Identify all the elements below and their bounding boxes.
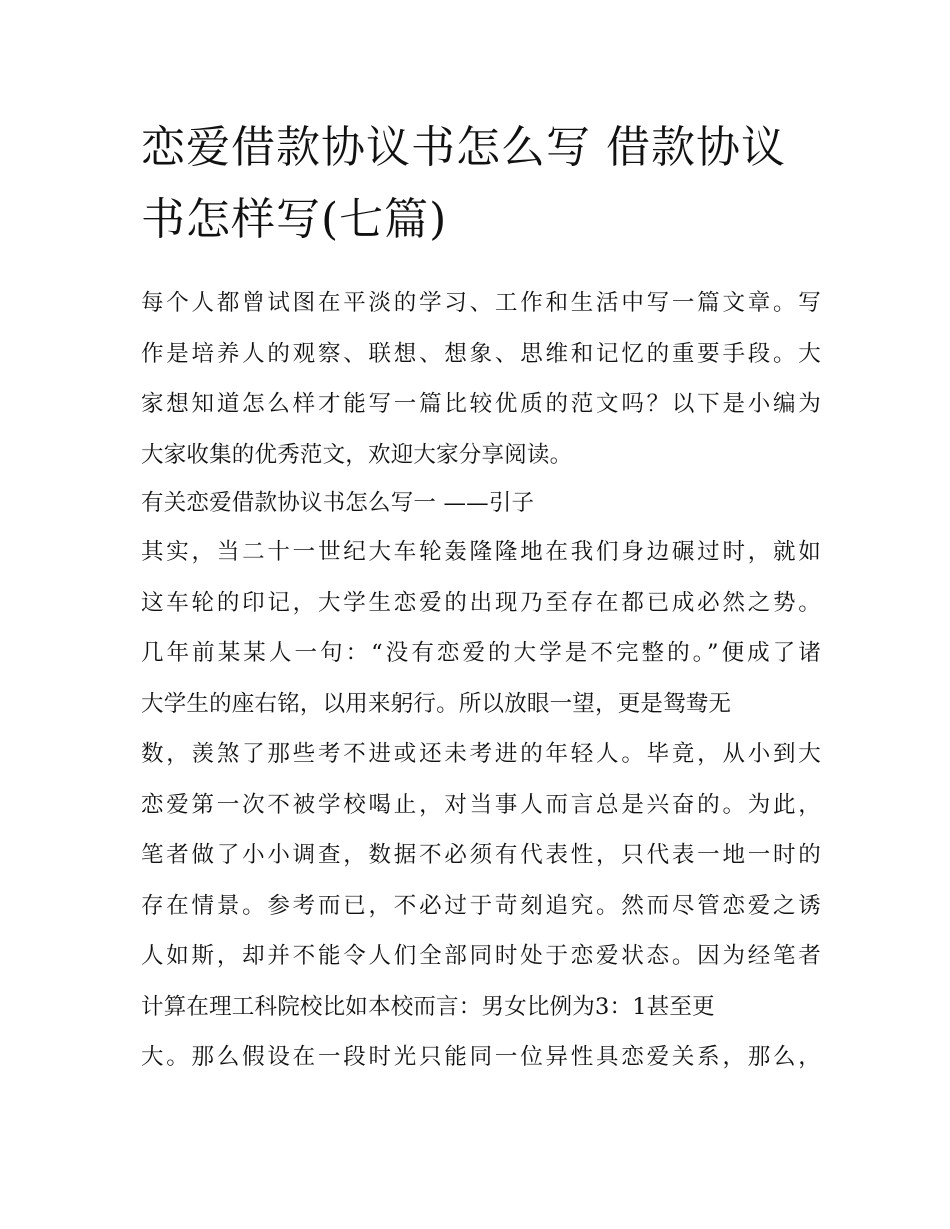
paragraph-line: 数，羡煞了那些考不进或还未考进的年轻人。毕竟，从小到大 <box>141 741 821 767</box>
paragraph-line: 大学生的座右铭，以用来躬行。所以放眼一望，更是鸳鸯无 <box>141 690 732 717</box>
paragraph-line: 每个人都曾试图在平淡的学习、工作和生活中写一篇文章。写 <box>141 290 821 316</box>
paragraph-line: 恋爱第一次不被学校喝止，对当事人而言总是兴奋的。为此， <box>141 791 821 818</box>
document-title: 恋爱借款协议书怎么写 借款协议书怎样写(七篇) <box>141 122 786 245</box>
paragraph-line: 人如斯，却并不能令人们全部同时处于恋爱状态。因为经笔者 <box>141 943 821 969</box>
paragraph-line: 笔者做了小小调查，数据不必须有代表性，只代表一地一时的 <box>141 842 821 868</box>
document-body <box>141 278 821 1083</box>
paragraph-line: 大。那么假设在一段时光只能同一位异性具恋爱关系，那么， <box>141 1044 821 1070</box>
paragraph-line: 几年前某某人一句：“没有恋爱的大学是不完整的。”便成了诸 <box>141 640 821 666</box>
paragraph-line: 计算在理工科院校比如本校而言：男女比例为3：1甚至更 <box>141 993 715 1020</box>
section-heading: 有关恋爱借款协议书怎么写一 ——引子 <box>141 490 535 516</box>
paragraph-line: 这车轮的印记，大学生恋爱的出现乃至存在都已成必然之势。 <box>141 589 821 616</box>
paragraph-line: 其实，当二十一世纪大车轮轰隆隆地在我们身边碾过时，就如 <box>141 539 821 565</box>
paragraph-line: 家想知道怎么样才能写一篇比较优质的范文吗？以下是小编为 <box>141 391 821 417</box>
paragraph-line: 大家收集的优秀范文，欢迎大家分享阅读。 <box>141 441 573 468</box>
paragraph-line: 作是培养人的观察、联想、想象、思维和记忆的重要手段。大 <box>141 340 821 367</box>
paragraph-line: 存在情景。参考而已，不必过于苛刻追究。然而尽管恋爱之诱 <box>141 892 821 919</box>
document-page <box>141 112 821 1083</box>
